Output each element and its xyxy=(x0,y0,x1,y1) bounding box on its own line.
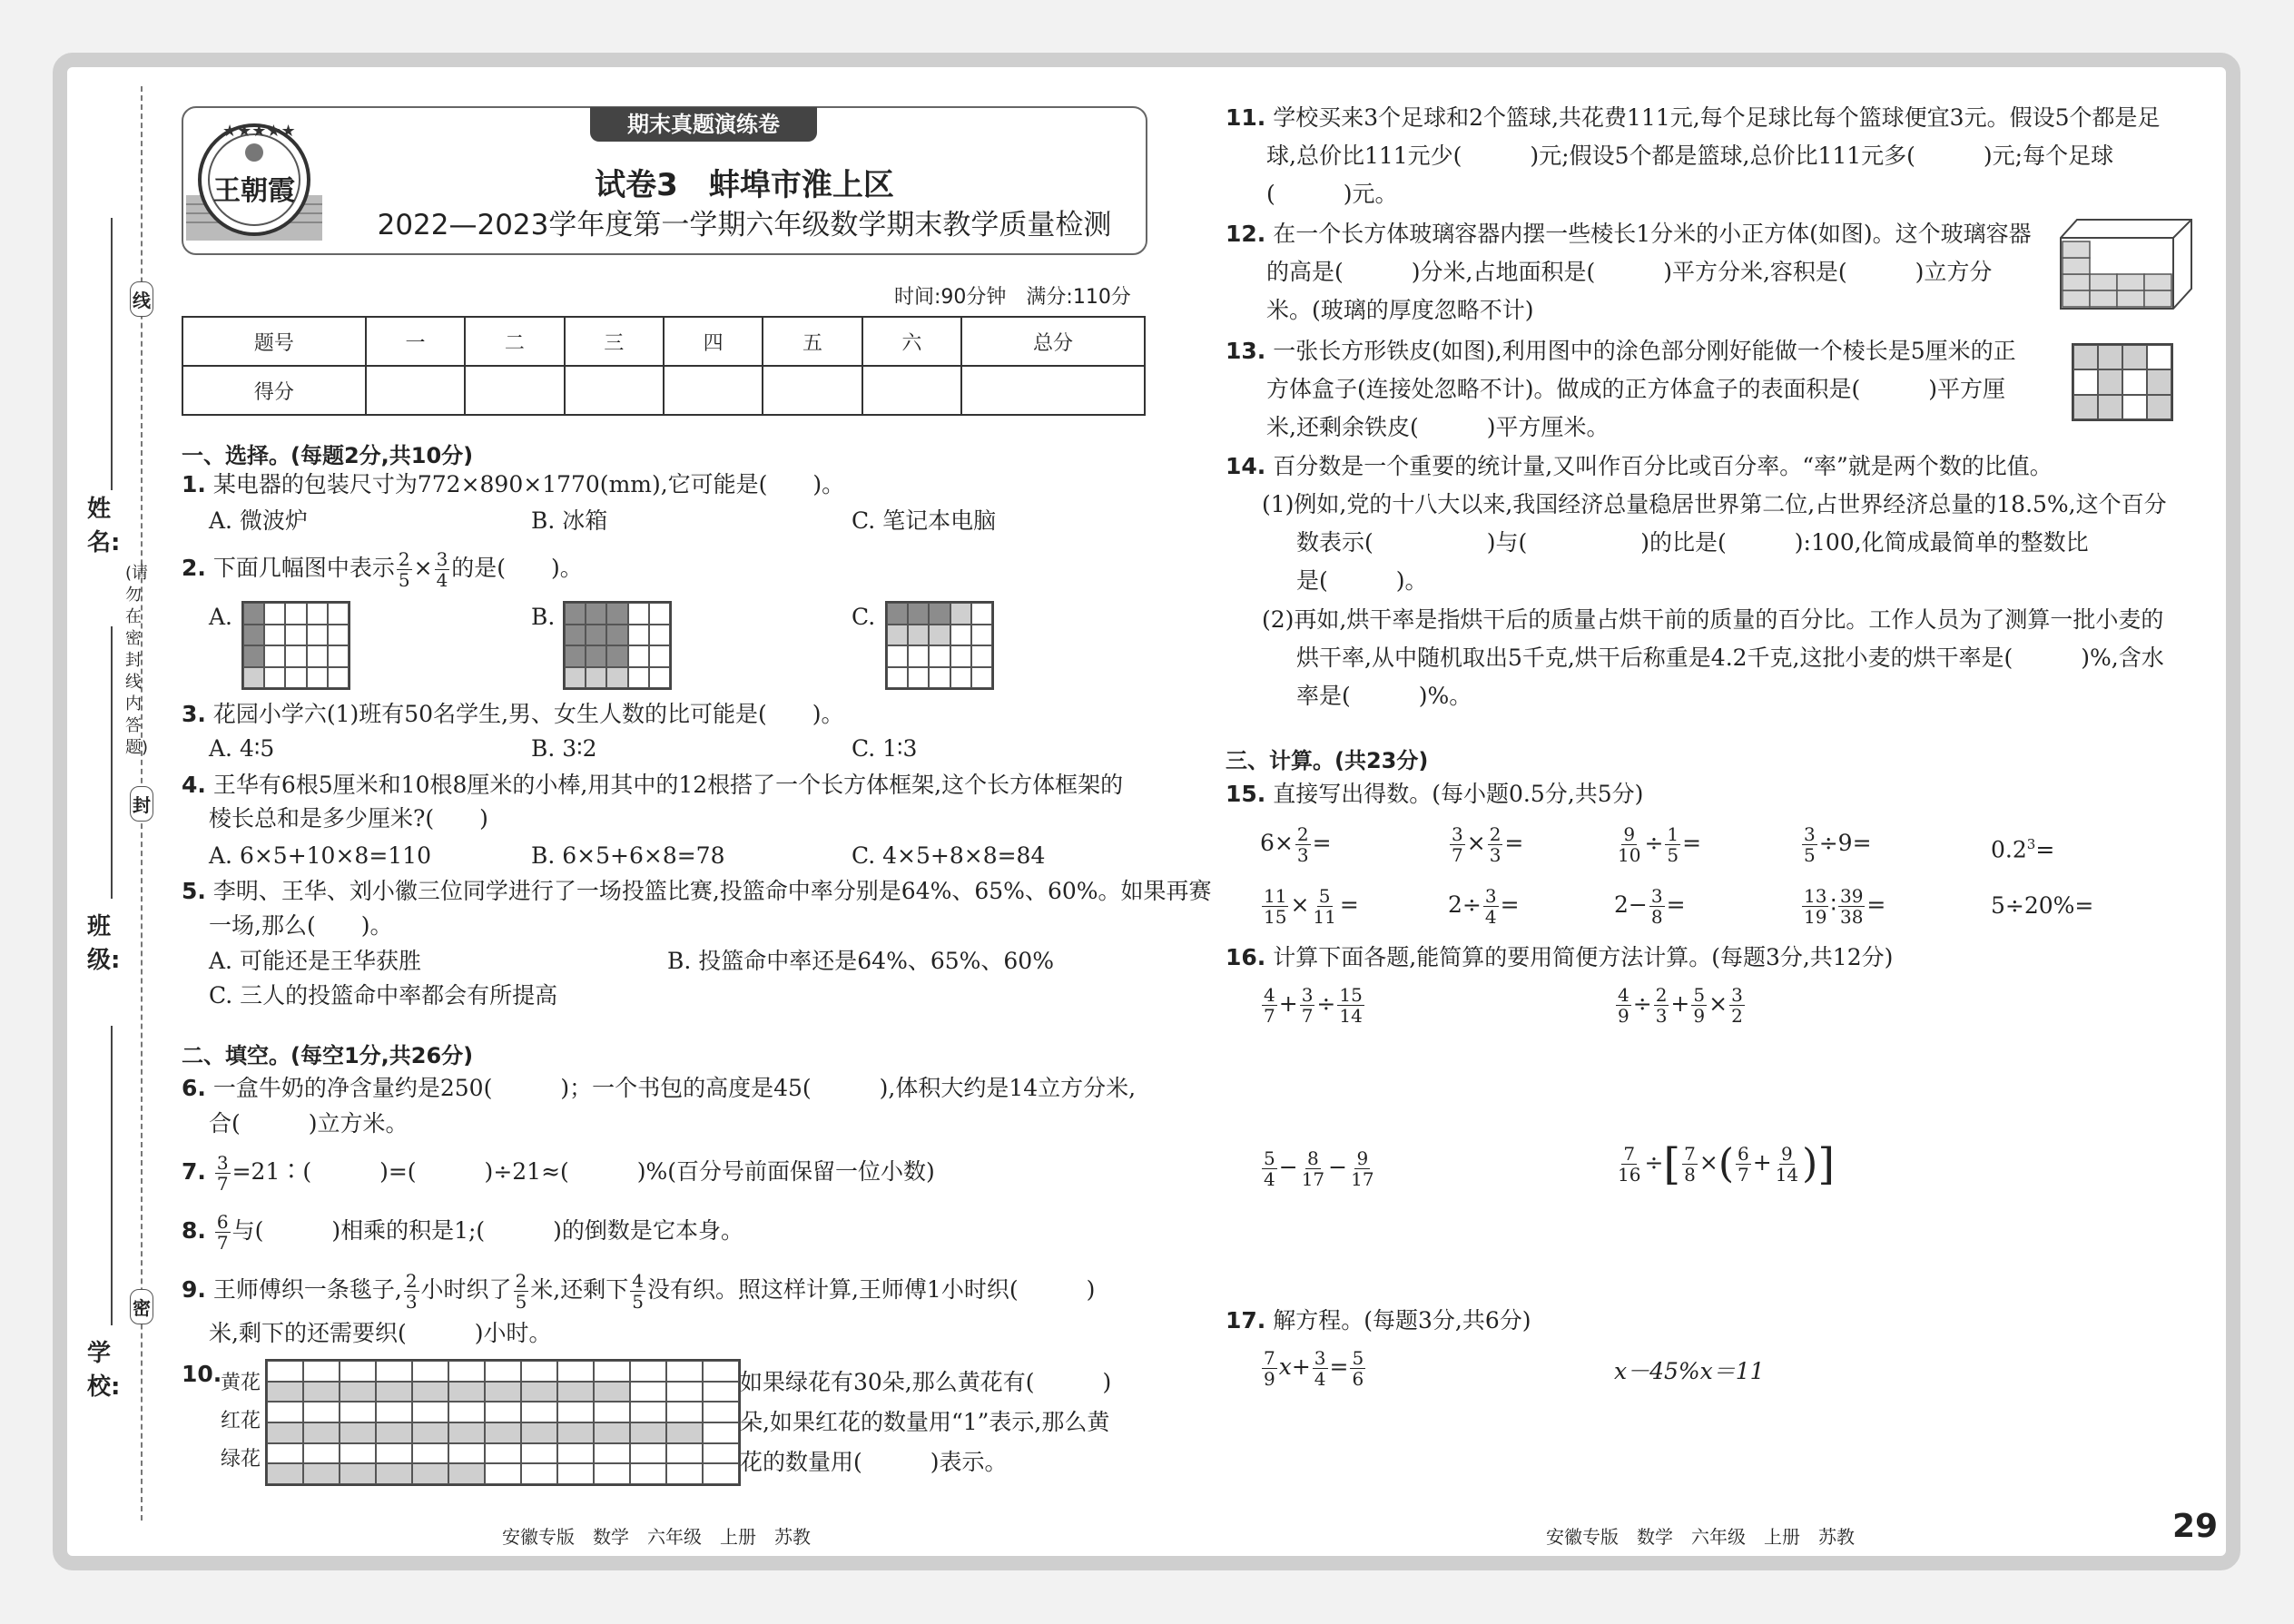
score-row xyxy=(182,366,1145,415)
q2-option-b[interactable]: B. xyxy=(531,604,556,630)
q10-text-3: 花的数量用( )表示。 xyxy=(740,1449,1008,1475)
svg-text:★★★★★: ★★★★★ xyxy=(222,122,296,141)
score-header: 一 xyxy=(366,317,465,366)
calc-5: $0.2^3=$ xyxy=(1991,836,2055,863)
score-table xyxy=(182,316,1146,416)
expr-2: $\frac{4}{9}$ ÷ $\frac{2}{3}$ + $\frac{5}{9}$ × $\frac{3}{2}$ xyxy=(1618,984,1743,1027)
q14-part1: (1)例如,党的十八大以来,我国经济总量稳居世界第二位,占世界经济总量的18.5%,这个百分 xyxy=(1262,491,2167,517)
question-3: 3. 花园小学六(1)班有50名学生,男、女生人数的比可能是( )。 xyxy=(182,701,844,727)
seal-xian: 线 xyxy=(130,281,153,317)
q1-text: 某电器的包装尺寸为772×890×1770(mm),它可能是( )。 xyxy=(212,471,845,497)
seal-mi: 密 xyxy=(130,1289,153,1324)
q13-sheet-figure xyxy=(2072,343,2173,421)
equation-2: x－45%x＝11 xyxy=(1614,1358,1765,1384)
q13-text-line3: 米,还剩余铁皮( )平方厘米。 xyxy=(1266,414,1610,440)
class-field[interactable] xyxy=(111,626,113,899)
equation-1: $\frac{7}{9}$ x+ $\frac{3}{4}$ = $\frac{5}{6}$ xyxy=(1264,1347,1364,1390)
q14-part2-line3: 率是( )%。 xyxy=(1296,683,1472,709)
page-number: 29 xyxy=(2172,1508,2219,1545)
time-info: 时间:90分钟 满分:110分 xyxy=(894,286,1131,309)
q12-text-line3: 米。(玻璃的厚度忽略不计) xyxy=(1266,297,1534,323)
score-cell[interactable] xyxy=(961,366,1145,415)
q3-option-a[interactable]: A. 4∶5 xyxy=(209,735,275,762)
score-cell[interactable] xyxy=(465,366,564,415)
question-7: 7. $\frac{3}{7}$ =21∶( )=( )÷21≈( )%(百分号前面保留一位小数) xyxy=(182,1152,935,1195)
q13-text: 一张长方形铁皮(如图),利用图中的涂色部分刚好能做一个棱长是5厘米的正 xyxy=(1273,338,2016,364)
q5-option-b[interactable]: B. 投篮命中率还是64%、65%、60% xyxy=(667,948,1054,974)
score-cell[interactable] xyxy=(664,366,763,415)
score-row-label: 得分 xyxy=(182,366,366,415)
calc-6: $\frac{11}{15}$ × $\frac{5}{11}$ = xyxy=(1264,885,1359,928)
q5-text-line2: 一场,那么( )。 xyxy=(209,912,393,939)
score-header: 总分 xyxy=(961,317,1145,366)
seal-feng: 封 xyxy=(130,786,153,822)
banner: 期末真题演练卷 xyxy=(590,107,817,142)
q4-option-c[interactable]: C. 4×5+8×8=84 xyxy=(852,842,1046,869)
question-6: 6. 一盒牛奶的净含量约是250( )；一个书包的高度是45( ),体积大约是14立方分米, xyxy=(182,1075,1137,1101)
q3-option-b[interactable]: B. 3∶2 xyxy=(531,735,597,762)
q2-text: 下面几幅图中表示 xyxy=(212,555,395,581)
q11-text-line2: 球,总价比111元少( )元;假设5个都是篮球,总价比111元多( )元;每个足球 xyxy=(1266,143,2114,169)
q2-grid-b xyxy=(563,601,672,690)
q9-text-c: 米,还剩下 xyxy=(530,1276,629,1303)
q13-text-line2: 方体盒子(连接处忽略不计)。做成的正方体盒子的表面积是( )平方厘 xyxy=(1266,376,2006,402)
question-1: 1. 某电器的包装尺寸为772×890×1770(mm),它可能是( )。 xyxy=(182,471,845,497)
q6-text: 一盒牛奶的净含量约是250( )；一个书包的高度是45( ),体积大约是14立方分米, xyxy=(212,1075,1137,1101)
q14-text: 百分数是一个重要的统计量,又叫作百分比或百分率。“率”就是两个数的比值。 xyxy=(1273,453,2053,479)
footer-left: 安徽专版 数学 六年级 上册 苏教 xyxy=(502,1526,811,1548)
exam-title: 试卷3 蚌埠市淮上区 xyxy=(595,167,894,203)
q5-text: 李明、王华、刘小徽三位同学进行了一场投篮比赛,投篮命中率分别是64%、65%、60%。如果再赛 xyxy=(212,878,1212,904)
q14-part1-line2: 数表示( )与( )的比是( ):100,化简成最简单的整数比 xyxy=(1296,529,2089,556)
score-cell[interactable] xyxy=(862,366,961,415)
q10-bar-grid xyxy=(265,1359,741,1486)
calc-4: $\frac{3}{5}$ ÷9= xyxy=(1804,823,1872,866)
score-header: 六 xyxy=(862,317,961,366)
score-header-row xyxy=(182,317,1145,366)
question-17: 17. 解方程。(每题3分,共6分) xyxy=(1226,1307,1531,1334)
q9-text-b: 小时织了 xyxy=(420,1276,512,1303)
q2-text-end: 的是( )。 xyxy=(451,555,583,581)
q16-text: 计算下面各题,能简算的要用简便方法计算。(每题3分,共12分) xyxy=(1273,944,1894,970)
exam-subtitle: 2022—2023学年度第一学期六年级数学期末教学质量检测 xyxy=(377,209,1112,241)
expr-3: $\frac{5}{4}$ − $\frac{8}{17}$ − $\frac{9}{17}$ xyxy=(1264,1147,1374,1190)
school-field[interactable] xyxy=(111,1026,113,1325)
q12-box-figure xyxy=(2059,218,2195,310)
score-cell[interactable] xyxy=(366,366,465,415)
q1-option-a[interactable]: A. 微波炉 xyxy=(209,507,308,534)
q10-text-2: 朵,如果红花的数量用“1”表示,那么黄 xyxy=(740,1409,1110,1435)
section-2-heading: 二、填空。(每空1分,共26分) xyxy=(182,1043,474,1068)
calc-10: 5÷20%= xyxy=(1991,892,2094,919)
calc-2: $\frac{3}{7}$ × $\frac{2}{3}$ = xyxy=(1452,823,1524,866)
q15-text: 直接写出得数。(每小题0.5分,共5分) xyxy=(1273,781,1644,807)
score-cell[interactable] xyxy=(565,366,664,415)
name-field[interactable] xyxy=(111,218,113,490)
q2-grid-a xyxy=(241,601,350,690)
q4-option-a[interactable]: A. 6×5+10×8=110 xyxy=(209,842,431,869)
q17-text: 解方程。(每题3分,共6分) xyxy=(1273,1307,1531,1334)
q5-option-a[interactable]: A. 可能还是王华获胜 xyxy=(209,948,421,974)
section-3-heading: 三、计算。(共23分) xyxy=(1226,748,1429,773)
score-header: 二 xyxy=(465,317,564,366)
q4-text: 王华有6根5厘米和10根8厘米的小棒,用其中的12根搭了一个长方体框架,这个长方体框架的 xyxy=(212,772,1124,798)
q2-option-a[interactable]: A. xyxy=(209,604,233,630)
q10-label-green: 绿花 xyxy=(221,1448,261,1471)
question-12: 12. 在一个长方体玻璃容器内摆一些棱长1分米的小正方体(如图)。这个玻璃容器 xyxy=(1226,221,2032,247)
question-8: 8. $\frac{6}{7}$ 与( )相乘的积是1;( )的倒数是它本身。 xyxy=(182,1211,743,1254)
expr-4: $\frac{7}{16}$ ÷[ $\frac{7}{8}$ ×( $\frac{6}{7}$ + $\frac{9}{14}$ )] xyxy=(1618,1138,1836,1190)
section-1-heading: 一、选择。(每题2分,共10分) xyxy=(182,443,474,468)
q4-option-b[interactable]: B. 6×5+6×8=78 xyxy=(531,842,725,869)
q8-text: 与( )相乘的积是1;( )的倒数是它本身。 xyxy=(231,1217,743,1244)
class-label: 班级: xyxy=(87,913,121,974)
q1-option-b[interactable]: B. 冰箱 xyxy=(531,507,608,534)
q10-label-red: 红花 xyxy=(221,1410,261,1432)
q14-part2: (2)再如,烘干率是指烘干后的质量占烘干前的质量的百分比。工作人员为了测算一批小麦的 xyxy=(1262,606,2164,633)
q5-option-c[interactable]: C. 三人的投篮命中率都会有所提高 xyxy=(209,982,558,1009)
question-14: 14. 百分数是一个重要的统计量,又叫作百分比或百分率。“率”就是两个数的比值。 xyxy=(1226,453,2053,479)
score-header: 三 xyxy=(565,317,664,366)
q14-part1-line3: 是( )。 xyxy=(1296,567,1428,594)
score-header: 题号 xyxy=(182,317,366,366)
q3-option-c[interactable]: C. 1∶3 xyxy=(852,735,918,762)
q9-text-a: 王师傅织一条毯子, xyxy=(212,1276,402,1303)
q12-text-line2: 的高是( )分米,占地面积是( )平方分米,容积是( )立方分 xyxy=(1266,259,1993,285)
school-label: 学校: xyxy=(87,1340,121,1401)
question-15: 15. 直接写出得数。(每小题0.5分,共5分) xyxy=(1226,781,1644,807)
score-header: 五 xyxy=(763,317,861,366)
score-cell[interactable] xyxy=(763,366,861,415)
q6-text-line2: 合( )立方米。 xyxy=(209,1110,409,1137)
calc-3: $\frac{9}{10}$ ÷ $\frac{1}{5}$ = xyxy=(1618,823,1702,866)
question-2: 2. 下面几幅图中表示 $\frac{2}{5}$ × $\frac{3}{4}$ 的是( )。 xyxy=(182,548,583,591)
calc-1: 6× $\frac{2}{3}$ = xyxy=(1260,823,1332,866)
question-10-number: 10. xyxy=(182,1361,222,1387)
footer-right: 安徽专版 数学 六年级 上册 苏教 xyxy=(1546,1526,1855,1548)
question-4: 4. 王华有6根5厘米和10根8厘米的小棒,用其中的12根搭了一个长方体框架,这个长方体框架的 xyxy=(182,772,1124,798)
q9-text-line2: 米,剩下的还需要织( )小时。 xyxy=(209,1320,552,1346)
q10-text-1: 如果绿花有30朵,那么黄花有( ) xyxy=(740,1369,1112,1395)
q1-option-c[interactable]: C. 笔记本电脑 xyxy=(852,507,997,534)
calc-9: $\frac{13}{19}$ ∶ $\frac{39}{38}$ = xyxy=(1804,885,1886,928)
q4-text-line2: 棱长总和是多少厘米?( ) xyxy=(209,805,488,832)
score-header: 四 xyxy=(664,317,763,366)
q11-text-line3: ( )元。 xyxy=(1266,181,1398,207)
q11-text: 学校买来3个足球和2个篮球,共花费111元,每个足球比每个篮球便宜3元。假设5个都是足 xyxy=(1273,104,2161,131)
calc-7: 2÷ $\frac{3}{4}$ = xyxy=(1448,885,1520,928)
question-5: 5. 李明、王华、刘小徽三位同学进行了一场投篮比赛,投篮命中率分别是64%、65%、60%。如果再赛 xyxy=(182,878,1212,904)
binding-note: (请勿在密封线内答题) xyxy=(125,564,149,757)
q14-part2-line2: 烘干率,从中随机取出5千克,烘干后称重是4.2千克,这批小麦的烘干率是( )%,含水 xyxy=(1296,645,2164,671)
q3-text: 花园小学六(1)班有50名学生,男、女生人数的比可能是( )。 xyxy=(212,701,844,727)
logo xyxy=(186,118,322,245)
question-16: 16. 计算下面各题,能简算的要用简便方法计算。(每题3分,共12分) xyxy=(1226,944,1894,970)
expr-1: $\frac{4}{7}$ + $\frac{3}{7}$ ÷ $\frac{15}{14}$ xyxy=(1264,984,1363,1027)
name-label: 姓名: xyxy=(87,496,121,556)
logo-text: 王朝霞 xyxy=(213,175,295,207)
question-13: 13. 一张长方形铁皮(如图),利用图中的涂色部分刚好能做一个棱长是5厘米的正 xyxy=(1226,338,2016,364)
q10-label-yellow: 黄花 xyxy=(221,1372,261,1394)
question-11: 11. 学校买来3个足球和2个篮球,共花费111元,每个足球比每个篮球便宜3元。假设5个都是足 xyxy=(1226,104,2161,131)
q12-text: 在一个长方体玻璃容器内摆一些棱长1分米的小正方体(如图)。这个玻璃容器 xyxy=(1273,221,2032,247)
q2-grid-c xyxy=(885,601,994,690)
question-9: 9. 王师傅织一条毯子, $\frac{2}{3}$ 小时织了 $\frac{2}{5}$ 米,还剩下 $\frac{4}{5}$ 没有织。照这样计算,王师傅1小时织( ) xyxy=(182,1270,1096,1313)
q9-text-d: 没有织。照这样计算,王师傅1小时织( ) xyxy=(646,1276,1096,1303)
q2-option-c[interactable]: C. xyxy=(852,604,876,630)
calc-8: 2− $\frac{3}{8}$ = xyxy=(1614,885,1686,928)
q7-text: =21∶( )=( )÷21≈( )%(百分号前面保留一位小数) xyxy=(231,1158,935,1185)
